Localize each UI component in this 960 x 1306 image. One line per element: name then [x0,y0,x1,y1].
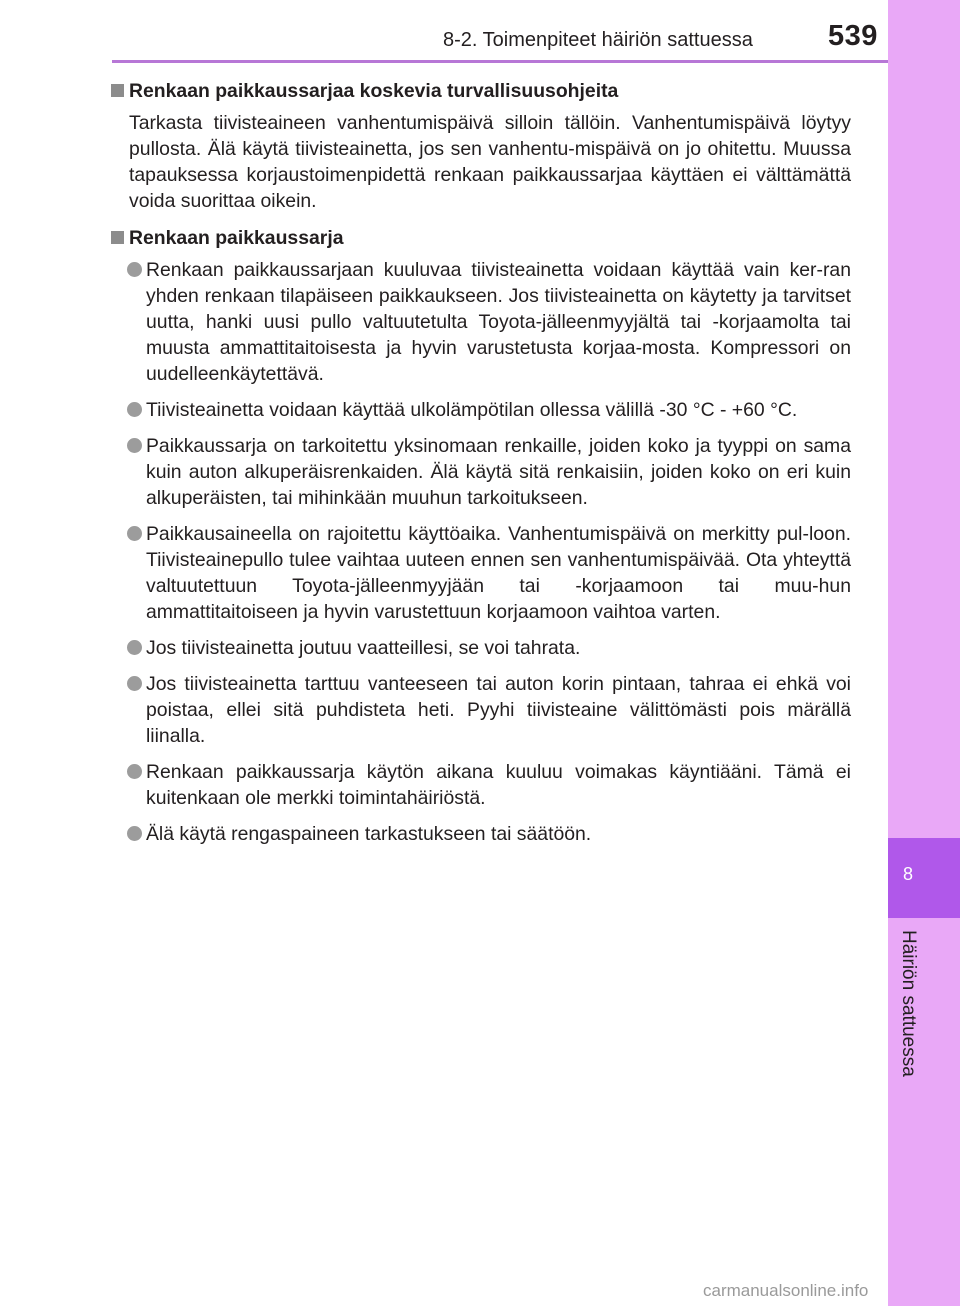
circle-bullet-icon [127,526,142,541]
section-paragraph: Tarkasta tiivisteaineen vanhentumispäivä silloin tällöin. Vanhentumispäivä löytyy pullosta. Älä käytä tiivisteainetta, jos sen vanhentu-mispäivä on jo ohitettu. Muussa tapauksessa korjaustoimenpidettä renkaan paikkaussarjaa käyttäen ei välttämättä voida suorittaa oikein. [129,112,851,212]
circle-bullet-icon [127,826,142,841]
page-number: 539 [828,20,878,52]
list-item-text: Älä käytä rengaspaineen tarkastukseen tai säätöön. [146,823,592,845]
list-item [111,257,851,387]
circle-bullet-icon [127,402,142,417]
section-heading-text: Renkaan paikkaussarja [129,227,344,249]
chapter-number: 8 [902,864,913,884]
list-item-text: Paikkaussarja on tarkoitettu yksinomaan renkaille, joiden koko ja tyyppi on sama kuin auton alkuperäisrenkaiden. Älä käytä sitä renkaisiin, joiden koko on eri kuin alkuperäisten, tai mihinkään muuhun tarkoitukseen. [146,435,851,509]
list-item [111,759,851,811]
list-item [111,821,851,847]
header-section-title: 8-2. Toimenpiteet häiriön sattuessa [443,29,753,51]
circle-bullet-icon [127,676,142,691]
list-item-text: Tiivisteainetta voidaan käyttää ulkolämpötilan ollessa välillä -30 °C - +60 °C. [146,399,798,421]
circle-bullet-icon [127,438,142,453]
square-bullet-icon [111,84,124,97]
circle-bullet-icon [127,640,142,655]
list-item-text: Renkaan paikkaussarjaan kuuluvaa tiivisteainetta voidaan käyttää vain ker-ran yhden renkaan tilapäiseen paikkaukseen. Jos tiivisteainetta on käytetty ja tarvitset uutta, hanki uusi pullo valtuutetulta Toyota-jälleenmyyjältä tai -korjaamolta tai muusta ammattitaitoisesta ja hyvin varustetusta korjaa-mosta. Kompressori on uudelleenkäytettävä. [146,259,851,385]
list-item-text: Jos tiivisteainetta tarttuu vanteeseen tai auton korin pintaan, tahraa ei ehkä voi poistaa, ellei sitä puhdisteta heti. Pyyhi tiivisteaine välittömästi pois märällä liinalla. [146,673,851,747]
page-content [111,70,851,847]
header-divider [112,60,888,63]
section-heading [111,225,851,251]
circle-bullet-icon [127,262,142,277]
section-heading [111,78,851,104]
side-tab-upper [888,0,960,838]
section-heading-text: Renkaan paikkaussarjaa koskevia turvallisuusohjeita [129,80,619,102]
circle-bullet-icon [127,764,142,779]
list-item [111,635,851,661]
list-item [111,433,851,511]
list-item-text: Paikkausaineella on rajoitettu käyttöaika. Vanhentumispäivä on merkitty pul-loon. Tiivisteainepullo tulee vaihtaa uuteen ennen sen vanhentumispäivää. Ota yhteyttä valtuutettuun Toyota-jälleenmyyjään tai -korjaamoon tai muu-hun ammattitaitoiseen ja hyvin varustettuun korjaamoon vaihtoa varten. [146,523,851,623]
chapter-name: Häiriön sattuessa [898,930,919,1077]
list-item [111,671,851,749]
square-bullet-icon [111,231,124,244]
list-item [111,397,851,423]
list-item [111,521,851,625]
watermark-text: carmanualsonline.info [703,1281,869,1300]
list-item-text: Renkaan paikkaussarja käytön aikana kuuluu voimakas käyntiääni. Tämä ei kuitenkaan ole merkki toimintahäiriöstä. [146,761,851,809]
list-item-text: Jos tiivisteainetta joutuu vaatteillesi, se voi tahrata. [146,637,581,659]
